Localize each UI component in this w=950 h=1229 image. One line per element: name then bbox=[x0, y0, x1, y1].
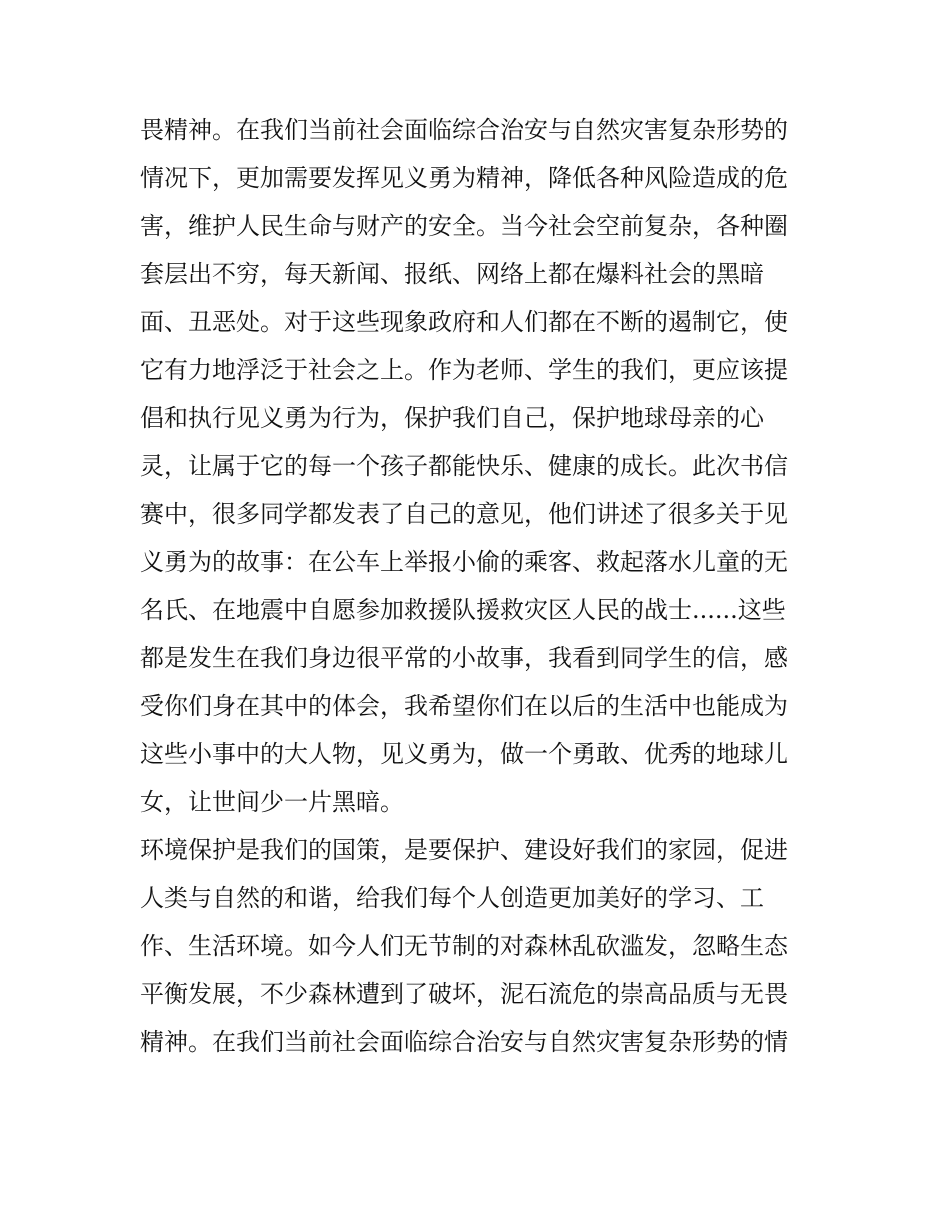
text-line: 精神。在我们当前社会面临综合治安与自然灾害复杂形势的情 bbox=[140, 1028, 788, 1056]
text-line: 情况下，更加需要发挥见义勇为精神，降低各种风险造成的危 bbox=[140, 164, 788, 192]
text-line: 人类与自然的和谐，给我们每个人创造更加美好的学习、工 bbox=[140, 884, 764, 912]
text-line: 都是发生在我们身边很平常的小故事，我看到同学生的信，感 bbox=[140, 644, 788, 672]
text-line: 义勇为的故事：在公车上举报小偷的乘客、救起落水儿童的无 bbox=[140, 548, 788, 576]
text-line: 套层出不穷，每天新闻、报纸、网络上都在爆料社会的黑暗 bbox=[140, 260, 764, 288]
text-line: 这些小事中的大人物，见义勇为，做一个勇敢、优秀的地球儿 bbox=[140, 740, 788, 768]
body-text bbox=[140, 106, 820, 1066]
text-line: 平衡发展，不少森林遭到了破坏，泥石流危的崇高品质与无畏 bbox=[140, 980, 788, 1008]
text-line: 作、生活环境。如今人们无节制的对森林乱砍滥发，忽略生态 bbox=[140, 932, 788, 960]
text-line: 女，让世间少一片黑暗。 bbox=[140, 788, 404, 816]
text-line: 名氏、在地震中自愿参加救援队援救灾区人民的战士......这些 bbox=[140, 596, 786, 624]
text-line: 环境保护是我们的国策，是要保护、建设好我们的家园，促进 bbox=[140, 836, 788, 864]
text-line: 害，维护人民生命与财产的安全。当今社会空前复杂，各种圈 bbox=[140, 212, 788, 240]
text-line: 畏精神。在我们当前社会面临综合治安与自然灾害复杂形势的 bbox=[140, 116, 788, 144]
text-line: 面、丑恶处。对于这些现象政府和人们都在不断的遏制它，使 bbox=[140, 308, 788, 336]
text-line: 灵，让属于它的每一个孩子都能快乐、健康的成长。此次书信 bbox=[140, 452, 788, 480]
text-line: 赛中，很多同学都发表了自己的意见，他们讲述了很多关于见 bbox=[140, 500, 788, 528]
text-line: 受你们身在其中的体会，我希望你们在以后的生活中也能成为 bbox=[140, 692, 788, 720]
text-line: 它有力地浮泛于社会之上。作为老师、学生的我们，更应该提 bbox=[140, 356, 788, 384]
text-line: 倡和执行见义勇为行为，保护我们自己，保护地球母亲的心 bbox=[140, 404, 764, 432]
